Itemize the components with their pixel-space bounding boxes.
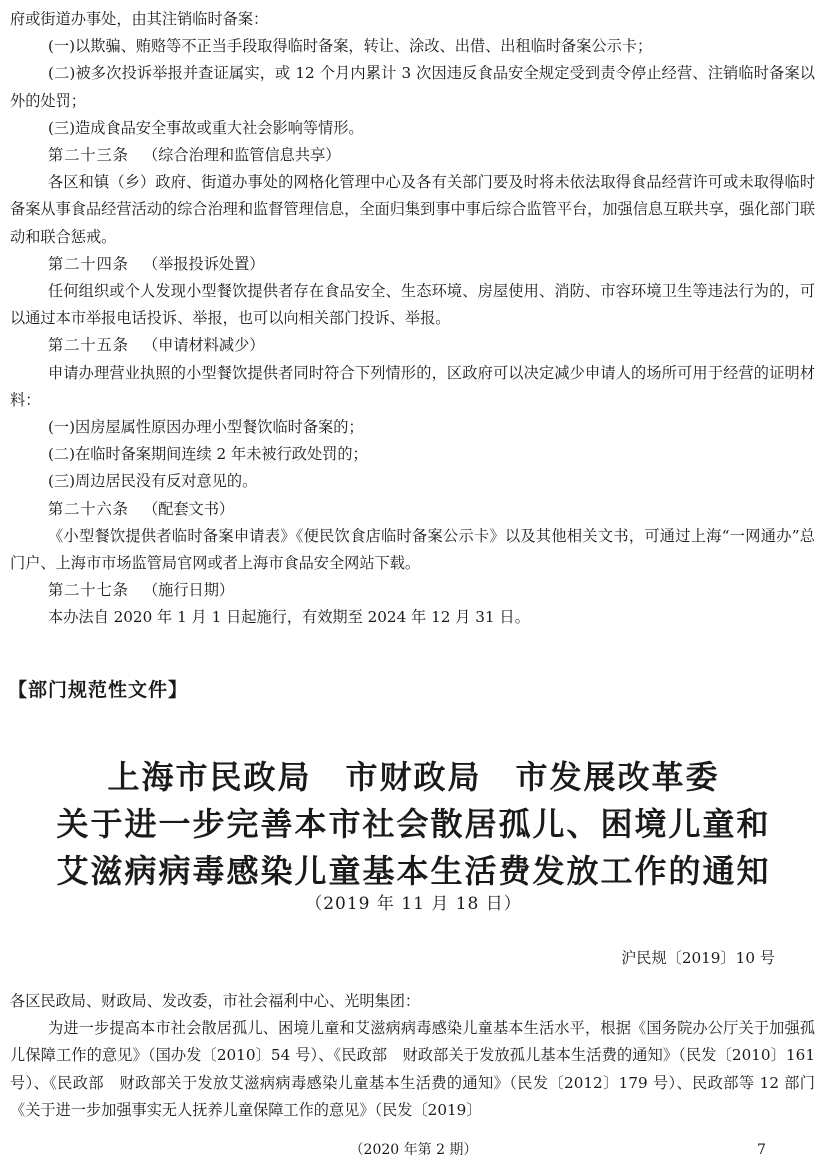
article-body: 任何组织或个人发现小型餐饮提供者存在食品安全、生态环境、房屋使用、消防、市容环境卫生等违法行为的，可以通过本市举报电话投诉、举报，也可以向相关部门投诉、举报。 — [10, 282, 815, 328]
upper-text-block — [10, 6, 815, 632]
recipients-line: 各区民政局、财政局、发改委，市社会福利中心、光明集团： — [10, 992, 421, 1010]
article-heading — [10, 577, 815, 604]
document-date: （2019 年 11 月 18 日） — [305, 894, 522, 914]
lower-text-block — [10, 988, 815, 1124]
article-heading — [10, 496, 815, 523]
page-number: 7 — [757, 1142, 766, 1158]
list-item: (三)周边居民没有反对意见的。 — [48, 472, 258, 491]
list-item: (一)以欺骗、贿赂等不正当手段取得临时备案，转让、涂改、出借、出租临时备案公示卡； — [48, 37, 653, 56]
article-heading — [10, 142, 815, 169]
list-item: (二)在临时备案期间连续 2 年未被行政处罚的； — [48, 445, 368, 464]
article-body: 各区和镇（乡）政府、街道办事处的网格化管理中心及各有关部门要及时将未依法取得食品经营许可或未取得临时备案从事食品经营活动的综合治理和监督管理信息，全面归集到事中事后综合监管平台，加强信息互联共享，强化部门联动和联合惩戒。 — [10, 173, 815, 246]
document-number: 沪民规〔2019〕10 号 — [621, 949, 775, 967]
article-number: 第二十四条 — [48, 254, 129, 273]
document-body: 为进一步提高本市社会散居孤儿、困境儿童和艾滋病病毒感染儿童基本生活水平，根据《国务院办公厅关于加强孤儿保障工作的意见》（国办发〔2010〕54 号）、《民政部 财政部关于发放孤儿基本生活费的通知》（民发〔2010〕161 号）、《民政部 财政部关于发放艾滋病病毒感染儿童基本生活费的通知》（民发〔2012〕179 号）、民政部等 12 部门《关于进一步加强事实无人抚养儿童保障工作的意见》（民发〔2019〕 — [10, 1019, 815, 1119]
article-title: （申请材料减少） — [142, 336, 265, 355]
list-item: (二)被多次投诉举报并查证属实，或 12 个月内累计 3 次因违反食品安全规定受到责令停止经营、注销临时备案以外的处罚； — [10, 64, 815, 110]
document-title-line: 上海市民政局 市财政局 市发展改革委 — [107, 758, 720, 796]
list-item: (一)因房屋属性原因办理小型餐饮临时备案的； — [48, 418, 364, 437]
article-title: （举报投诉处置） — [142, 254, 265, 273]
article-number: 第二十五条 — [48, 336, 129, 355]
article-body: 申请办理营业执照的小型餐饮提供者同时符合下列情形的，区政府可以决定减少申请人的场所可用于经营的证明材料： — [10, 363, 815, 409]
document-title-line: 关于进一步完善本市社会散居孤儿、困境儿童和 — [56, 805, 771, 843]
issue-footer: （2020 年第 2 期） — [349, 1142, 478, 1158]
list-item: (三)造成食品安全事故或重大社会影响等情形。 — [48, 118, 364, 137]
article-body: 《小型餐饮提供者临时备案申请表》《便民饮食店临时备案公示卡》以及其他相关文书，可通过上海“一网通办”总门户、上海市市场监管局官网或者上海市食品安全网站下载。 — [10, 526, 815, 573]
article-number: 第二十六条 — [48, 499, 129, 518]
article-number: 第二十三条 — [48, 146, 129, 165]
article-title: （配套文书） — [142, 499, 235, 518]
article-number: 第二十七条 — [48, 581, 129, 600]
continuation-line: 府或街道办事处，由其注销临时备案： — [10, 10, 269, 28]
article-title: （施行日期） — [142, 581, 235, 600]
article-heading — [10, 251, 815, 278]
article-heading — [10, 332, 815, 359]
article-title: （综合治理和监管信息共享） — [142, 146, 341, 165]
document-title-line: 艾滋病病毒感染儿童基本生活费发放工作的通知 — [56, 852, 771, 890]
article-body: 本办法自 2020 年 1 月 1 日起施行，有效期至 2024 年 12 月 31 日。 — [48, 608, 530, 627]
section-tag: 【部门规范性文件】 — [8, 679, 189, 701]
